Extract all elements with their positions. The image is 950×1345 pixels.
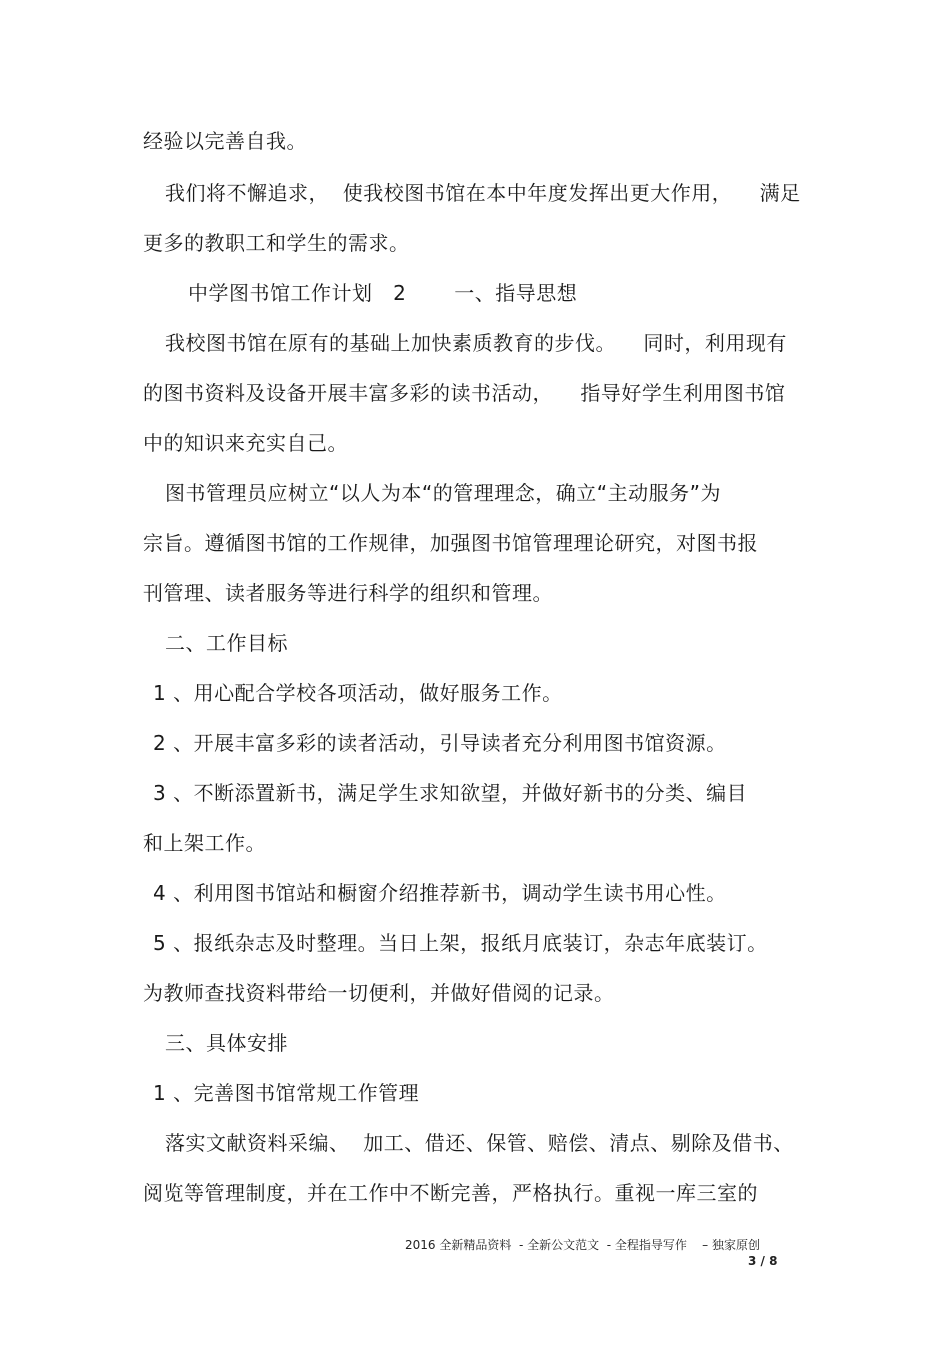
section-heading-plan-2: 中学图书馆工作计划 2 一、指导思想 bbox=[188, 281, 578, 305]
text-line-8: 图书管理员应树立“以人为本“的管理理念，确立“主动服务”为 bbox=[165, 481, 721, 505]
section-heading-goals: 二、工作目标 bbox=[165, 631, 288, 655]
list-item-goal-3-cont: 和上架工作。 bbox=[143, 831, 266, 855]
page-footer: 2016 全新精品资料 - 全新公文范文 - 全程指导写作 – 独家原创 bbox=[405, 1238, 760, 1252]
text-line-2: 我们将不懈追求， 使我校图书馆在本中年度发挥出更大作用， 满足 bbox=[165, 181, 801, 205]
list-item-goal-5-cont: 为教师查找资料带给一切便利，并做好借阅的记录。 bbox=[143, 981, 615, 1005]
text-line-5: 我校图书馆在原有的基础上加快素质教育的步伐。 同时，利用现有 bbox=[165, 331, 787, 355]
list-item-arrangement-1: 1 、完善图书馆常规工作管理 bbox=[153, 1081, 420, 1105]
list-item-goal-3: 3 、不断添置新书，满足学生求知欲望，并做好新书的分类、编目 bbox=[153, 781, 748, 805]
text-line-22: 阅览等管理制度，并在工作中不断完善，严格执行。重视一库三室的 bbox=[143, 1181, 758, 1205]
text-line-3: 更多的教职工和学生的需求。 bbox=[143, 231, 410, 255]
text-line-9: 宗旨。遵循图书馆的工作规律，加强图书馆管理理论研究，对图书报 bbox=[143, 531, 758, 555]
section-heading-arrangement: 三、具体安排 bbox=[165, 1031, 288, 1055]
list-item-goal-4: 4 、利用图书馆站和橱窗介绍推荐新书，调动学生读书用心性。 bbox=[153, 881, 727, 905]
list-item-goal-2: 2 、开展丰富多彩的读者活动，引导读者充分利用图书馆资源。 bbox=[153, 731, 727, 755]
text-line-1: 经验以完善自我。 bbox=[143, 129, 307, 153]
text-line-10: 刊管理、读者服务等进行科学的组织和管理。 bbox=[143, 581, 553, 605]
text-line-7: 中的知识来充实自己。 bbox=[143, 431, 348, 455]
text-line-21: 落实文献资料采编、 加工、借还、保管、赔偿、清点、剔除及借书、 bbox=[165, 1131, 794, 1155]
list-item-goal-1: 1 、用心配合学校各项活动，做好服务工作。 bbox=[153, 681, 563, 705]
page-number: 3 / 8 bbox=[748, 1254, 778, 1268]
text-line-6: 的图书资料及设备开展丰富多彩的读书活动， 指导好学生利用图书馆 bbox=[143, 381, 786, 405]
list-item-goal-5: 5 、报纸杂志及时整理。当日上架，报纸月底装订，杂志年底装订。 bbox=[153, 931, 768, 955]
